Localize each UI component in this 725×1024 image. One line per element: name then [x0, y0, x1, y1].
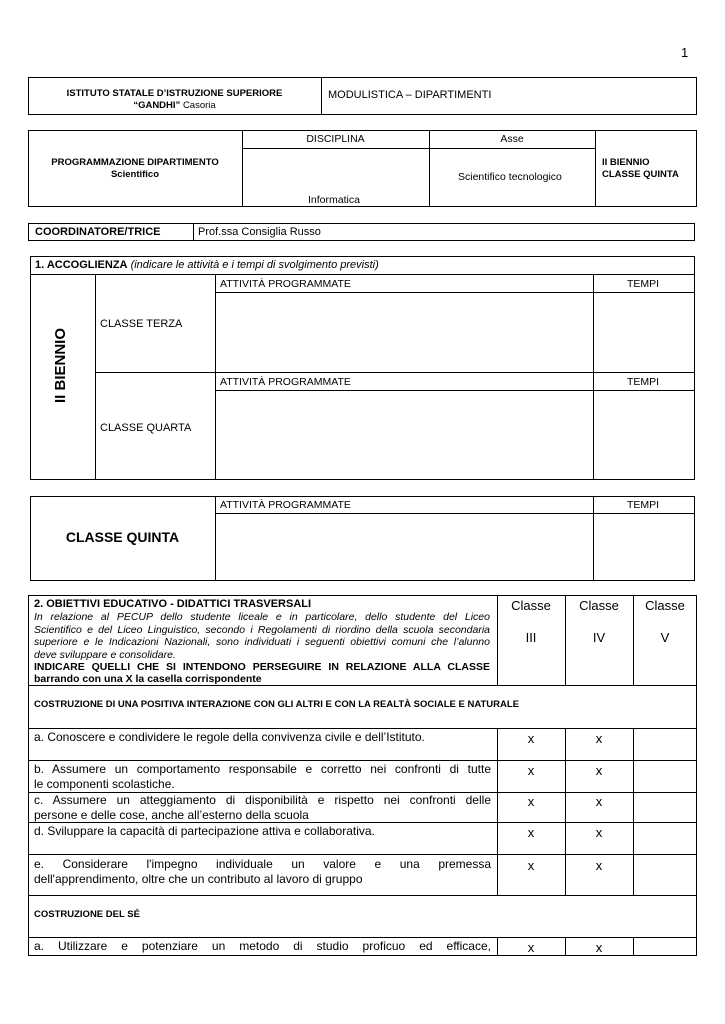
obiettivi-intro — [34, 611, 490, 661]
attivita-quarta-label: ATTIVITÀ PROGRAMMATE — [220, 376, 351, 388]
classe-quinta-header: CLASSE QUINTA — [602, 169, 679, 180]
mark-c-iii: x — [527, 794, 535, 809]
classe-biennio: II BIENNIO — [602, 157, 650, 168]
intro-line-1: In relazione al PECUP dello studente liceale e in particolare, dello studente del Liceo — [34, 611, 490, 623]
item-c-line2: persone e delle cose, anche all’esterno della scuola — [34, 808, 309, 822]
tempi-quarta-label: TEMPI — [627, 376, 660, 388]
mark-a-iv: x — [595, 731, 603, 746]
intro-line-2: Scientifico e del Liceo Linguistico, secondo i Regolamenti di riordino della scuola secondaria — [34, 623, 490, 636]
attivita-terza-label: ATTIVITÀ PROGRAMMATE — [220, 278, 351, 290]
obiettivi-title: 2. OBIETTIVI EDUCATIVO - DIDATTICI TRASVERSALI — [34, 598, 312, 610]
item-d-line1: d. Sviluppare la capacità di partecipazione attiva e collaborativa. — [34, 824, 375, 838]
instruction-line-1: INDICARE QUELLI CHE SI INTENDONO PERSEGUIRE IN RELAZIONE ALLA CLASSE — [34, 661, 490, 673]
classe-word-iv: Classe — [579, 598, 619, 613]
item-2a-line1: a. Utilizzare e potenziare un metodo di studio proficuo ed efficace, — [34, 939, 491, 953]
mark-d-iii: x — [527, 825, 535, 840]
programmazione-dept: Scientifico — [110, 169, 160, 180]
intro-line-4: deve sviluppare e consolidare. — [34, 648, 176, 661]
instruction-line-2: barrando con una X la casella corrispondente — [34, 673, 262, 685]
coordinator-value: Prof.ssa Consiglia Russo — [198, 226, 321, 238]
item-2a — [34, 939, 491, 954]
item-e — [34, 857, 491, 887]
institute-name: “GANDHI” — [133, 100, 181, 111]
mark-c-iv: x — [595, 794, 603, 809]
mark-2a-iii: x — [527, 940, 535, 955]
mark-a-iii: x — [527, 731, 535, 746]
accoglienza-title: 1. ACCOGLIENZA — [35, 259, 128, 271]
item-a — [34, 730, 491, 745]
tempi-terza-label: TEMPI — [627, 278, 660, 290]
biennio-vertical-label: II BIENNIO — [52, 327, 69, 403]
item-b — [34, 762, 491, 792]
institute-name-line — [28, 100, 321, 111]
tempi-quinta-label: TEMPI — [627, 499, 660, 511]
institute-city: Casoria — [182, 100, 216, 111]
class-level-iii: III — [525, 630, 537, 645]
item-b-line1: b. Assumere un comportamento responsabile e corretto nei confronti di tutte — [34, 762, 491, 776]
disciplina-label: DISCIPLINA — [306, 133, 365, 145]
attivita-quinta-label: ATTIVITÀ PROGRAMMATE — [220, 499, 351, 511]
accoglienza-box — [30, 256, 695, 480]
mark-e-iii: x — [527, 858, 535, 873]
mark-b-iv: x — [595, 763, 603, 778]
institute-line1: ISTITUTO STATALE D’ISTRUZIONE SUPERIORE — [66, 88, 283, 99]
coordinator-label: COORDINATORE/TRICE — [35, 226, 161, 238]
mark-e-iv: x — [595, 858, 603, 873]
classe-word-v: Classe — [645, 598, 685, 613]
class-level-iv: IV — [592, 630, 606, 645]
page-number: 1 — [681, 45, 689, 60]
disciplina-value: Informatica — [308, 194, 360, 206]
section1-title: COSTRUZIONE DI UNA POSITIVA INTERAZIONE CON GLI ALTRI E CON LA REALTÀ SOCIALE E NATURALE — [34, 699, 520, 710]
classe-terza-label: CLASSE TERZA — [100, 318, 183, 330]
item-a-line1: a. Conoscere e condividere le regole della convivenza civile e dell’Istituto. — [34, 730, 425, 744]
classe-word-iii: Classe — [511, 598, 551, 613]
intro-line-3: superiore e le Indicazioni Nazionali, sono individuati i seguenti obiettivi comuni che l’alunno — [34, 636, 490, 648]
item-e-line1: e. Considerare l'impegno individuale un valore e una premessa — [34, 857, 491, 871]
accoglienza-heading — [35, 259, 379, 271]
mark-d-iv: x — [595, 825, 603, 840]
programmazione-title: PROGRAMMAZIONE DIPARTIMENTO — [51, 157, 219, 168]
classe-quinta-label: CLASSE QUINTA — [65, 529, 180, 545]
classe-quarta-label: CLASSE QUARTA — [100, 422, 192, 434]
class-level-v: V — [660, 630, 670, 645]
asse-label: Asse — [500, 133, 524, 145]
item-c-line1: c. Assumere un atteggiamento di disponibilità e rispetto nei confronti delle — [34, 793, 491, 807]
modulistica-label: MODULISTICA – DIPARTIMENTI — [328, 89, 492, 101]
item-b-line2: le componenti scolastiche. — [34, 777, 175, 791]
item-c — [34, 793, 491, 823]
section2-title: COSTRUZIONE DEL SÉ — [34, 909, 140, 920]
item-e-line2: dell'apprendimento, oltre che un contributo al lavoro di gruppo — [34, 872, 363, 886]
mark-2a-iv: x — [595, 940, 603, 955]
item-d — [34, 824, 491, 839]
accoglienza-subtitle: (indicare le attività e i tempi di svolgimento previsti) — [130, 259, 379, 271]
obiettivi-instruction — [34, 661, 490, 685]
mark-b-iii: x — [527, 763, 535, 778]
asse-value: Scientifico tecnologico — [458, 171, 562, 183]
